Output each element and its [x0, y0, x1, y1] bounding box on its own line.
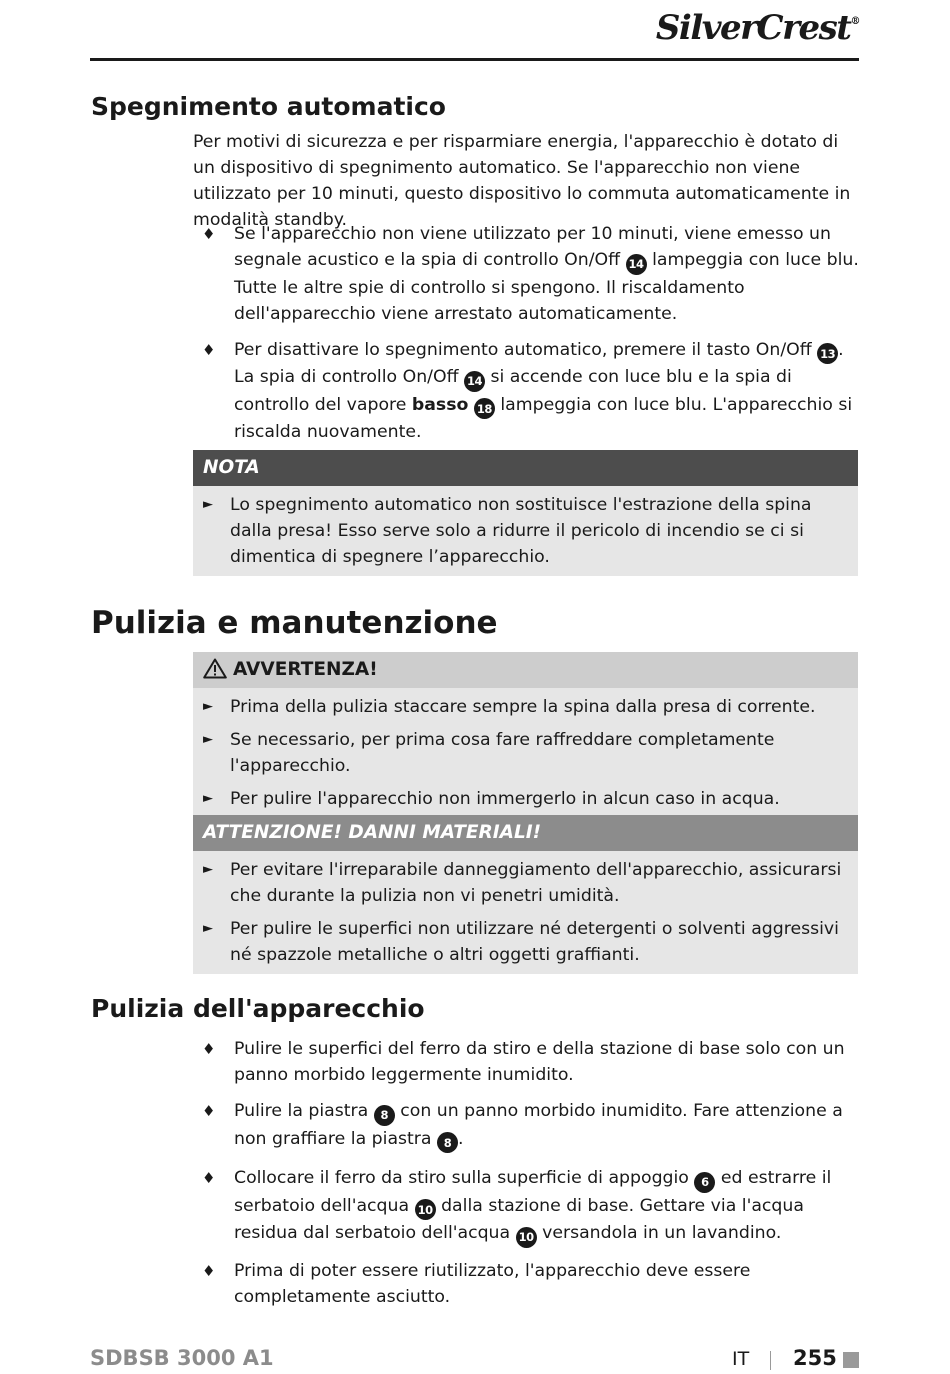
nota-title: NOTA: [193, 450, 858, 486]
list-item: ♦ Pulire la piastra 8 con un panno morbido inumidito. Fare attenzione a non graffiare la piastra 8 .: [193, 1098, 861, 1153]
brand-logo: [656, 8, 859, 48]
list-item: ► Per pulire le superfici non utilizzare né detergenti o solventi aggressivi né spazzole metalliche o altri oggetti graffianti.: [193, 916, 858, 968]
ref-number: 18: [474, 398, 495, 419]
diamond-icon: ♦: [202, 225, 216, 243]
diamond-icon: ♦: [202, 340, 216, 359]
arrow-icon: ►: [203, 732, 213, 747]
diamond-icon: ♦: [202, 1261, 216, 1280]
section-title-spegnimento: Spegnimento automatico: [91, 92, 446, 121]
section-intro: Per motivi di sicurezza e per risparmiare energia, l'apparecchio è dotato di un dispositivo di spegnimento automatico. Se l'apparecchio non viene utilizzato per 10 minuti, questo dispositivo lo commuta automaticamente in modalità standby.: [193, 132, 851, 230]
diamond-icon: ♦: [202, 1102, 216, 1120]
list-item: ► Per evitare l'irreparabile danneggiamento dell'apparecchio, assicurarsi che durante la pulizia non vi penetri umidità.: [193, 857, 858, 909]
list-item: ► Prima della pulizia staccare sempre la spina dalla presa di corrente.: [193, 694, 858, 720]
ref-number: 14: [626, 254, 647, 275]
ref-number: 8: [437, 1132, 458, 1153]
footer-language: IT: [732, 1348, 750, 1370]
ref-number: 6: [694, 1172, 715, 1193]
list-item: ► Per pulire l'apparecchio non immergerlo in alcun caso in acqua.: [193, 786, 858, 812]
nota-box: [193, 450, 858, 576]
list-item: ► Lo spegnimento automatico non sostituisce l'estrazione della spina dalla presa! Esso serve solo a ridurre il pericolo di incendio se ci si dimentica di spegnere l’apparecchio.: [193, 492, 858, 570]
attenzione-box: [193, 815, 858, 974]
footer-model: SDBSB 3000 A1: [90, 1346, 274, 1370]
header-rule: [90, 58, 859, 61]
registered-mark: ®: [850, 16, 859, 27]
arrow-icon: ►: [203, 791, 213, 806]
list-item: ♦ Per disattivare lo spegnimento automatico, premere il tasto On/Off 13 . La spia di controllo On/Off 14 si accende con luce blu e la spia di controllo del vapore basso 18 lampeggia con luce blu. L'apparecchio si riscalda nuovamente.: [193, 337, 861, 446]
bullet-list-pulizia: [193, 1036, 861, 1310]
footer-square-icon: [843, 1352, 859, 1368]
list-item: ♦ Se l'apparecchio non viene utilizzato per 10 minuti, viene emesso un segnale acustico e la spia di controllo On/Off 14 lampeggia con luce blu. Tutte le altre spie di controllo si spengono. Il riscaldamento dell'apparecchio viene arrestato automaticamente.: [193, 221, 861, 327]
arrow-icon: ►: [203, 862, 213, 877]
section-title-pulizia-apparecchio: Pulizia dell'apparecchio: [91, 994, 425, 1023]
ref-number: 10: [415, 1199, 436, 1220]
attenzione-title: ATTENZIONE! DANNI MATERIALI!: [193, 815, 858, 851]
arrow-icon: ►: [203, 699, 213, 714]
list-item: ♦ Collocare il ferro da stiro sulla superficie di appoggio 6 ed estrarre il serbatoio dell'acqua 10 dalla stazione di base. Gettare via l'acqua residua dal serbatoio dell'acqua 10 versandola in un lavandino.: [193, 1165, 861, 1248]
warning-triangle-icon: [203, 658, 227, 679]
brand-name: SilverCrest: [655, 8, 851, 48]
avvertenza-box: [193, 652, 858, 818]
diamond-icon: ♦: [202, 1040, 216, 1058]
chapter-title: Pulizia e manutenzione: [91, 605, 498, 641]
arrow-icon: ►: [203, 497, 213, 512]
list-item: ♦ Prima di poter essere riutilizzato, l'apparecchio deve essere completamente asciutto.: [193, 1258, 861, 1310]
ref-number: 13: [817, 343, 838, 364]
footer-divider: [770, 1351, 771, 1370]
page-number: 255: [793, 1346, 837, 1370]
ref-number: 10: [516, 1227, 537, 1248]
ref-number: 8: [374, 1105, 395, 1126]
list-item: ► Se necessario, per prima cosa fare raffreddare completamente l'apparecchio.: [193, 727, 858, 779]
bullet-list-spegnimento: [193, 221, 861, 445]
avvertenza-title: AVVERTENZA!: [193, 652, 858, 688]
ref-number: 14: [464, 371, 485, 392]
arrow-icon: ►: [203, 921, 213, 936]
list-item: ♦ Pulire le superfici del ferro da stiro e della stazione di base solo con un panno morbido leggermente inumidito.: [193, 1036, 861, 1088]
diamond-icon: ♦: [202, 1169, 216, 1187]
